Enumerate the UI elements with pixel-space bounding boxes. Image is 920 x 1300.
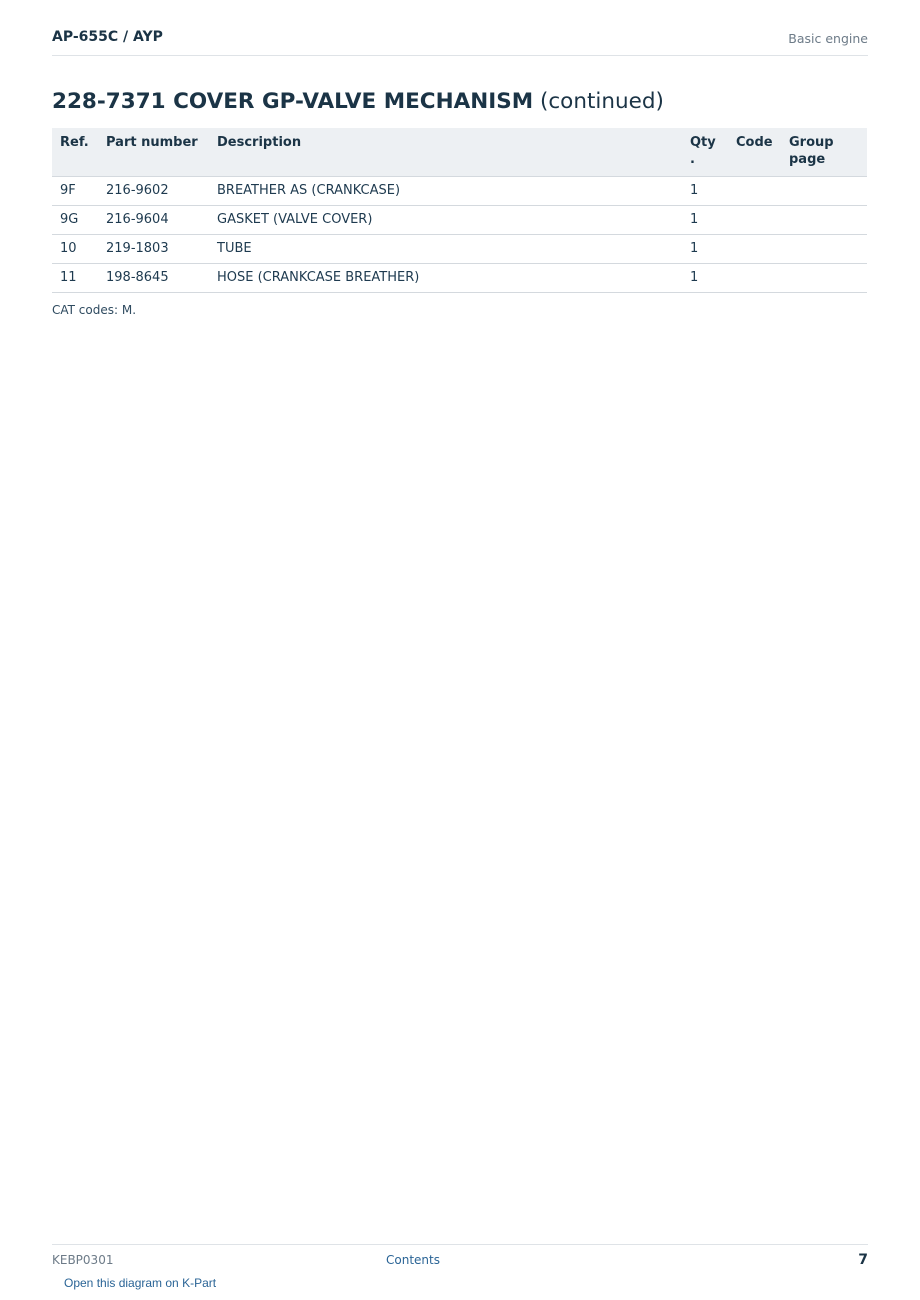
cell-description: BREATHER AS (CRANKCASE) — [209, 177, 682, 206]
page-number: 7 — [858, 1252, 868, 1268]
section-label: Basic engine — [788, 31, 868, 46]
cell-code — [728, 177, 781, 206]
cell-part-number: 216-9604 — [98, 206, 209, 235]
cell-group-page — [781, 264, 867, 293]
col-group-line2: page — [789, 152, 826, 167]
cell-group-page — [781, 235, 867, 264]
col-qty — [682, 128, 728, 177]
parts-table-header — [52, 128, 867, 177]
cell-qty: 1 — [682, 235, 728, 264]
table-row — [52, 206, 867, 235]
table-row — [52, 235, 867, 264]
page-title — [52, 89, 664, 114]
cell-description: HOSE (CRANKCASE BREATHER) — [209, 264, 682, 293]
col-ref: Ref. — [52, 128, 98, 177]
cell-part-number: 216-9602 — [98, 177, 209, 206]
parts-table — [52, 128, 867, 293]
cell-ref: 9G — [52, 206, 98, 235]
document-code: KEBP0301 — [52, 1253, 114, 1267]
col-part-number: Part number — [98, 128, 209, 177]
cell-code — [728, 264, 781, 293]
cell-group-page — [781, 206, 867, 235]
cell-qty: 1 — [682, 264, 728, 293]
cell-ref: 10 — [52, 235, 98, 264]
table-row — [52, 264, 867, 293]
cell-ref: 11 — [52, 264, 98, 293]
parts-table-body — [52, 177, 867, 293]
cell-description: GASKET (VALVE COVER) — [209, 206, 682, 235]
cell-qty: 1 — [682, 206, 728, 235]
title-main: 228-7371 COVER GP-VALVE MECHANISM — [52, 89, 534, 114]
kpart-diagram-link[interactable]: Open this diagram on K-Part — [64, 1276, 217, 1290]
col-qty-line1: Qty — [690, 135, 716, 150]
cell-part-number: 198-8645 — [98, 264, 209, 293]
cell-qty: 1 — [682, 177, 728, 206]
col-qty-line2: . — [690, 152, 695, 167]
col-group-line1: Group — [789, 135, 834, 150]
col-code: Code — [728, 128, 781, 177]
cell-group-page — [781, 177, 867, 206]
cell-code — [728, 235, 781, 264]
model-label: AP-655C / AYP — [52, 29, 163, 45]
cat-codes-note: CAT codes: M. — [52, 303, 137, 317]
col-description: Description — [209, 128, 682, 177]
cell-code — [728, 206, 781, 235]
col-group-page — [781, 128, 867, 177]
footer-divider — [52, 1244, 868, 1245]
contents-link[interactable]: Contents — [386, 1253, 440, 1267]
table-row — [52, 177, 867, 206]
page-header — [52, 28, 868, 56]
title-suffix: (continued) — [539, 89, 664, 114]
cell-description: TUBE — [209, 235, 682, 264]
cell-part-number: 219-1803 — [98, 235, 209, 264]
cell-ref: 9F — [52, 177, 98, 206]
header-row — [52, 128, 867, 177]
